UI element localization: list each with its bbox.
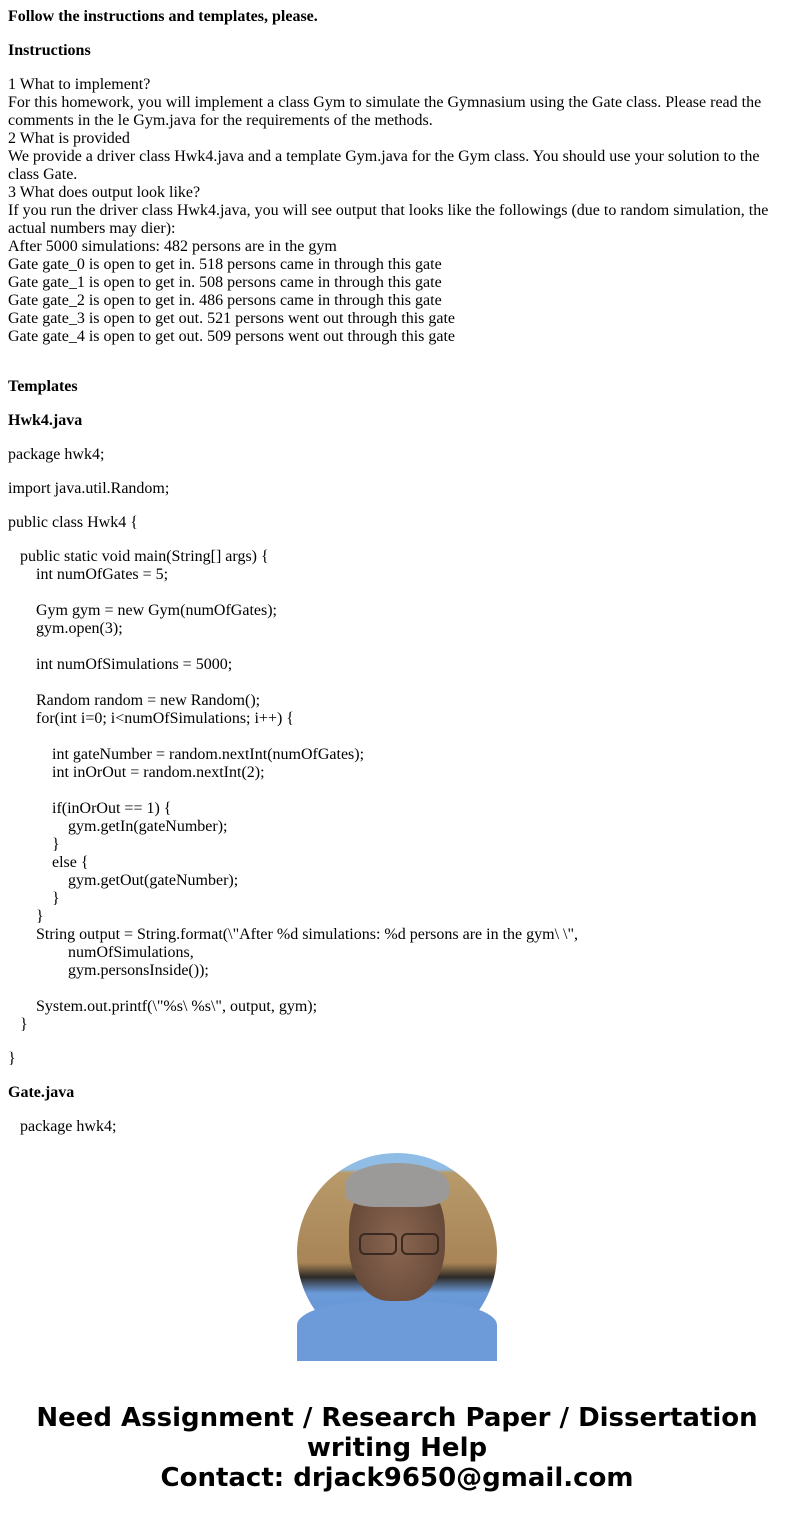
code-line: int numOfSimulations = 5000; — [36, 656, 233, 673]
code-line: Gym gym = new Gym(numOfGates); — [36, 602, 277, 619]
code-line: } — [52, 890, 60, 907]
sample-output-line: Gate gate_0 is open to get in. 518 persons came in through this gate — [8, 256, 442, 273]
templates-heading: Templates — [8, 378, 78, 395]
promo-line-2: writing Help — [306, 1433, 488, 1463]
document-body — [8, 0, 788, 1135]
promo-banner — [0, 1403, 794, 1493]
code-line: numOfSimulations, — [68, 944, 194, 961]
section-text: If you run the driver class Hwk4.java, you will see output that looks like the followings (due to random simulation, the actual numbers may dier): — [8, 202, 769, 237]
section-heading: 2 What is provided — [8, 130, 130, 147]
avatar-shirt — [297, 1301, 497, 1361]
code-line: gym.getIn(gateNumber); — [68, 818, 228, 835]
avatar-glasses — [355, 1233, 439, 1253]
code-line: else { — [52, 854, 89, 871]
gate-code-clipped: package hwk4; — [20, 1118, 117, 1135]
code-line: int numOfGates = 5; — [36, 566, 169, 583]
document-title: Follow the instructions and templates, please. — [8, 8, 318, 25]
code-line: int inOrOut = random.nextInt(2); — [52, 764, 265, 781]
code-line: } — [36, 908, 44, 925]
section-text: We provide a driver class Hwk4.java and a template Gym.java for the Gym class. You should use your solution to the class Gate. — [8, 148, 760, 183]
sample-output-line: Gate gate_2 is open to get in. 486 persons came in through this gate — [8, 292, 442, 309]
code-line: if(inOrOut == 1) { — [52, 800, 172, 817]
code-line: String output = String.format(\"After %d simulations: %d persons are in the gym\ \", — [36, 926, 579, 943]
section-heading: 3 What does output look like? — [8, 184, 201, 201]
code-block — [8, 548, 788, 1034]
code-line: Random random = new Random(); — [36, 692, 261, 709]
code-line — [8, 638, 788, 656]
promo-contact: Contact: drjack9650@gmail.com — [160, 1463, 634, 1493]
code-line — [8, 980, 788, 998]
instructions-heading: Instructions — [8, 42, 91, 59]
code-line — [8, 584, 788, 602]
code-line: } — [20, 1016, 28, 1033]
code-line — [8, 674, 788, 692]
sample-output-line: Gate gate_1 is open to get in. 508 persons came in through this gate — [8, 274, 442, 291]
code-line: gym.personsInside()); — [68, 962, 209, 979]
code-line — [8, 728, 788, 746]
code-line: gym.open(3); — [36, 620, 123, 637]
avatar-hair — [345, 1163, 449, 1207]
section-text: For this homework, you will implement a class Gym to simulate the Gymnasium using the Gate class. Please read the comments in the le Gym.java for the requirements of the methods. — [8, 94, 762, 129]
sample-output-line: Gate gate_4 is open to get out. 509 persons went out through this gate — [8, 328, 456, 345]
code-line: gym.getOut(gateNumber); — [68, 872, 239, 889]
sample-output-line: After 5000 simulations: 482 persons are in the gym — [8, 238, 337, 255]
sample-output-line: Gate gate_3 is open to get out. 521 persons went out through this gate — [8, 310, 456, 327]
gate-heading: Gate.java — [8, 1084, 75, 1101]
code-line: public static void main(String[] args) { — [20, 548, 269, 565]
author-avatar — [297, 1153, 497, 1353]
promo-line-1: Need Assignment / Research Paper / Dissertation — [36, 1403, 758, 1433]
code-line: } — [52, 836, 60, 853]
hwk4-heading: Hwk4.java — [8, 412, 83, 429]
section-heading: 1 What to implement? — [8, 76, 151, 93]
code-line — [8, 782, 788, 800]
code-line: System.out.printf(\"%s\ %s\", output, gym); — [36, 998, 318, 1015]
code-class-close: } — [8, 1050, 16, 1067]
code-class-open: public class Hwk4 { — [8, 514, 138, 531]
code-line: for(int i=0; i<numOfSimulations; i++) { — [36, 710, 294, 727]
code-line: int gateNumber = random.nextInt(numOfGates); — [52, 746, 365, 763]
code-import: import java.util.Random; — [8, 480, 170, 497]
code-package: package hwk4; — [8, 446, 105, 463]
